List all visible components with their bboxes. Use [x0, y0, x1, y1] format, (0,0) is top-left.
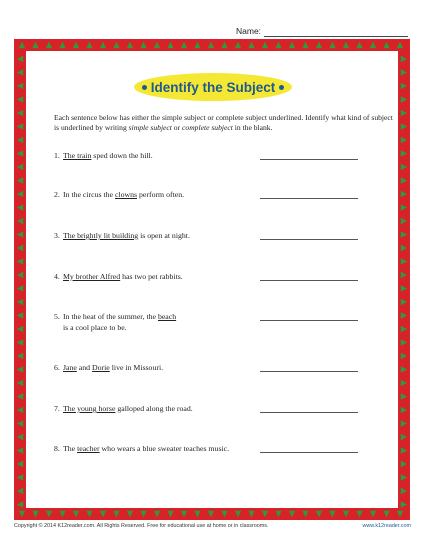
question-number: 7. [54, 404, 60, 413]
tree-icon [401, 407, 407, 413]
tree-icon [100, 42, 106, 48]
tree-icon [329, 511, 335, 517]
tree-icon [32, 511, 38, 517]
tree-icon [248, 42, 254, 48]
tree-icon [17, 420, 23, 426]
tree-icon [17, 326, 23, 332]
tree-icon [401, 69, 407, 75]
tree-icon [401, 339, 407, 345]
question-number: 6. [54, 363, 60, 372]
tree-icon [154, 511, 160, 517]
tree-icon [343, 511, 349, 517]
tree-icon [401, 204, 407, 210]
tree-icon [17, 501, 23, 507]
tree-icon [248, 511, 254, 517]
answer-blank[interactable] [260, 159, 358, 160]
tree-icon [73, 42, 79, 48]
tree-icon [17, 96, 23, 102]
sentence-text: In the circus the [63, 190, 115, 199]
tree-icon [329, 42, 335, 48]
answer-blank[interactable] [260, 239, 358, 240]
tree-icon [401, 434, 407, 440]
tree-icon [17, 447, 23, 453]
answer-blank[interactable] [260, 280, 358, 281]
tree-icon [302, 511, 308, 517]
tree-icon [17, 191, 23, 197]
tree-icon [46, 511, 52, 517]
tree-icon [167, 511, 173, 517]
copyright-notice: Copyright © 2014 K12reader.com. All Rights Reserved. Free for educational use at home or in classrooms. [14, 523, 269, 529]
tree-icon [397, 511, 403, 517]
question-number: 4. [54, 272, 60, 281]
tree-icon [17, 164, 23, 170]
underlined-subject: Jane [63, 363, 77, 372]
tree-icon [17, 461, 23, 467]
tree-icon [17, 69, 23, 75]
tree-icon [86, 42, 92, 48]
tree-icon [401, 299, 407, 305]
decorative-border [14, 39, 410, 520]
answer-blank[interactable] [260, 320, 358, 321]
tree-icon [17, 312, 23, 318]
tree-icon [401, 231, 407, 237]
tree-icon [181, 42, 187, 48]
tree-icon [235, 42, 241, 48]
question-number: 3. [54, 231, 60, 240]
sentence-text: galloped along the road. [115, 404, 193, 413]
sentence-text: and [76, 363, 93, 372]
tree-icon [401, 461, 407, 467]
underlined-subject: Dorie [92, 363, 110, 372]
tree-icon [17, 204, 23, 210]
tree-icon [140, 42, 146, 48]
name-blank[interactable] [264, 36, 408, 37]
instruction-text: in the blank. [232, 123, 273, 132]
tree-icon [401, 137, 407, 143]
tree-icon [289, 42, 295, 48]
tree-icon [356, 42, 362, 48]
tree-icon [401, 501, 407, 507]
answer-blank[interactable] [260, 371, 358, 372]
tree-icon [17, 137, 23, 143]
tree-icon [17, 56, 23, 62]
tree-icon [17, 123, 23, 129]
tree-icon [113, 42, 119, 48]
tree-icon [383, 42, 389, 48]
website-link[interactable]: www.k12reader.com [362, 523, 411, 529]
tree-icon [401, 177, 407, 183]
instruction-text: or [171, 123, 183, 132]
tree-icon [401, 393, 407, 399]
tree-icon [401, 245, 407, 251]
tree-icon [208, 42, 214, 48]
tree-icon [17, 285, 23, 291]
sentence-text: live in Missouri. [109, 363, 164, 372]
sentence-text: perform often. [137, 190, 185, 199]
sentence-text: has two pet rabbits. [120, 272, 183, 281]
tree-icon [127, 42, 133, 48]
name-field[interactable] [236, 26, 408, 40]
tree-icon [401, 326, 407, 332]
worksheet-body [26, 51, 398, 508]
tree-icon [127, 511, 133, 517]
tree-icon [17, 177, 23, 183]
tree-icon [356, 511, 362, 517]
answer-blank[interactable] [260, 198, 358, 199]
answer-blank[interactable] [260, 452, 358, 453]
sentence-continuation: is a cool place to be. [63, 323, 127, 332]
tree-icon [32, 42, 38, 48]
tree-icon [401, 258, 407, 264]
tree-icon [401, 474, 407, 480]
tree-icon [401, 150, 407, 156]
tree-icon [17, 393, 23, 399]
tree-icon [17, 245, 23, 251]
sentence-text: In the heat of the summer, the [63, 312, 158, 321]
underlined-subject: teacher [77, 444, 100, 453]
tree-icon [370, 42, 376, 48]
tree-icon [343, 42, 349, 48]
bullet-dot-icon [279, 85, 284, 90]
tree-icon [401, 312, 407, 318]
tree-icon [275, 42, 281, 48]
tree-icon [370, 511, 376, 517]
tree-icon [401, 420, 407, 426]
question-number: 2. [54, 190, 60, 199]
worksheet-title: Identify the Subject [150, 79, 276, 95]
instruction-text: simple subject [128, 123, 172, 132]
tree-icon [19, 42, 25, 48]
tree-icon [17, 272, 23, 278]
tree-icon [235, 511, 241, 517]
tree-icon [316, 42, 322, 48]
tree-icon [401, 353, 407, 359]
underlined-subject: My brother Alfred [63, 272, 121, 281]
tree-icon [302, 42, 308, 48]
tree-icon [17, 110, 23, 116]
tree-icon [316, 511, 322, 517]
tree-icon [401, 447, 407, 453]
tree-icon [262, 511, 268, 517]
tree-icon [262, 42, 268, 48]
tree-icon [59, 511, 65, 517]
title-banner [134, 73, 292, 101]
tree-icon [401, 56, 407, 62]
bullet-dot-icon [142, 85, 147, 90]
tree-icon [401, 380, 407, 386]
question-item [54, 311, 394, 333]
sentence-text: The [63, 444, 78, 453]
tree-icon [59, 42, 65, 48]
sentence-text: is open at night. [138, 231, 190, 240]
tree-icon [19, 511, 25, 517]
instruction-text: Each sentence below has either the simple subject or complete subject underlined. Identify what kind of subject is underlined by writing [54, 113, 393, 132]
tree-icon [17, 353, 23, 359]
tree-icon [383, 511, 389, 517]
tree-icon [194, 511, 200, 517]
tree-icon [181, 511, 187, 517]
tree-icon [401, 488, 407, 494]
underlined-subject: The brightly lit building [63, 231, 139, 240]
underlined-subject: The train [63, 151, 92, 160]
tree-icon [17, 434, 23, 440]
underlined-subject: clowns [114, 190, 138, 199]
tree-icon [401, 191, 407, 197]
tree-icon [46, 42, 52, 48]
tree-icon [17, 366, 23, 372]
tree-icon [401, 272, 407, 278]
tree-icon [275, 511, 281, 517]
tree-icon [17, 488, 23, 494]
tree-icon [17, 474, 23, 480]
tree-icon [401, 164, 407, 170]
tree-icon [194, 42, 200, 48]
underlined-subject: beach [157, 312, 177, 321]
question-number: 1. [54, 151, 60, 160]
tree-icon [17, 83, 23, 89]
tree-icon [401, 110, 407, 116]
tree-icon [17, 258, 23, 264]
tree-icon [17, 150, 23, 156]
tree-icon [73, 511, 79, 517]
question-number: 8. [54, 444, 60, 453]
tree-icon [401, 218, 407, 224]
tree-icon [86, 511, 92, 517]
tree-icon [17, 299, 23, 305]
tree-icon [140, 511, 146, 517]
instruction-text: complete subject [182, 123, 233, 132]
tree-icon [401, 83, 407, 89]
tree-icon [289, 511, 295, 517]
tree-icon [17, 218, 23, 224]
tree-icon [17, 407, 23, 413]
tree-icon [401, 285, 407, 291]
tree-icon [17, 231, 23, 237]
tree-icon [221, 42, 227, 48]
tree-icon [401, 96, 407, 102]
tree-icon [17, 339, 23, 345]
tree-icon [100, 511, 106, 517]
question-number: 5. [54, 312, 60, 321]
tree-icon [221, 511, 227, 517]
tree-icon [401, 366, 407, 372]
tree-icon [17, 380, 23, 386]
sentence-text: sped down the hill. [91, 151, 153, 160]
answer-blank[interactable] [260, 412, 358, 413]
tree-icon [208, 511, 214, 517]
name-label: Name: [236, 26, 262, 36]
tree-icon [401, 123, 407, 129]
tree-icon [397, 42, 403, 48]
underlined-subject: The young horse [63, 404, 116, 413]
tree-icon [113, 511, 119, 517]
tree-icon [167, 42, 173, 48]
instructions [54, 113, 394, 133]
sentence-text: who wears a blue sweater teaches music. [99, 444, 230, 453]
tree-icon [154, 42, 160, 48]
